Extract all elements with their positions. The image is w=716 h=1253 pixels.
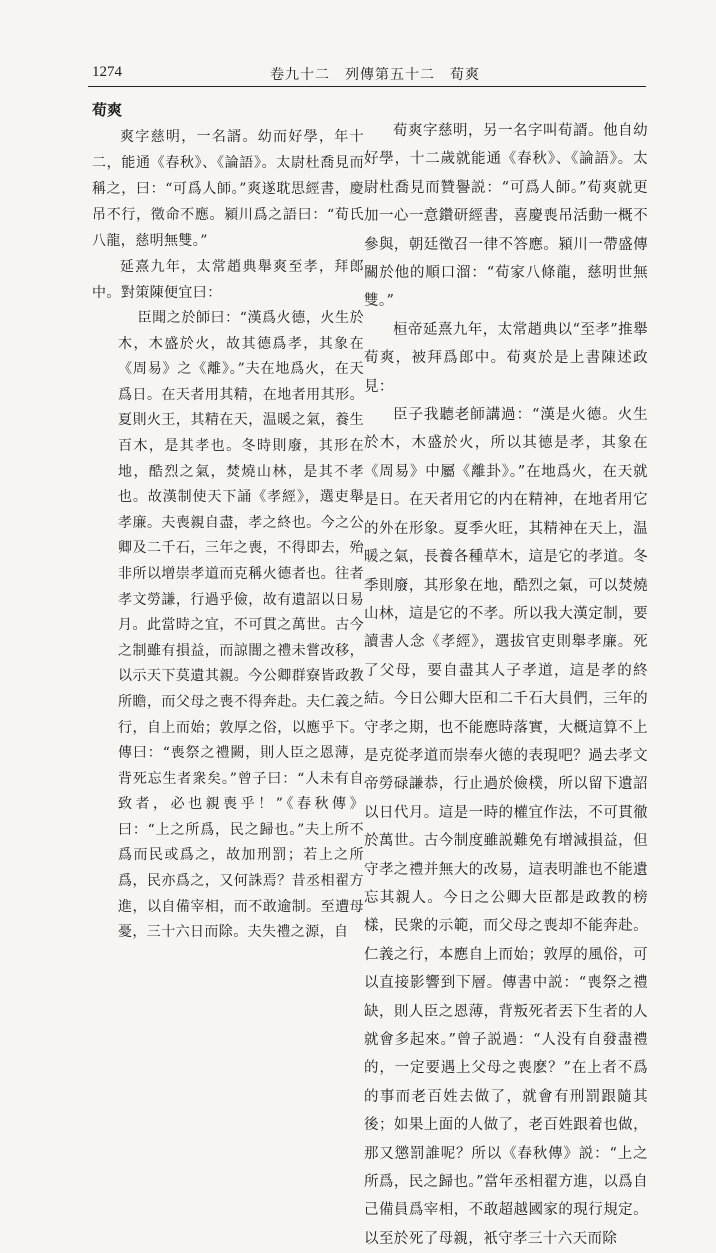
classical-paragraph-2: 延熹九年，太常趙典舉爽至孝，拜郎中。對策陳便宜曰： xyxy=(92,259,364,301)
running-head: 卷九十二 列傳第五十二 荀爽 xyxy=(270,67,480,83)
header-rule xyxy=(88,86,646,87)
classical-text-column xyxy=(92,100,364,946)
page-header xyxy=(0,64,716,88)
translation-column xyxy=(364,100,648,1253)
translation-paragraph-2: 桓帝延熹九年，太常趙典以“至孝”推舉荀爽，被拜爲郎中。荀爽於是上書陳述政見： xyxy=(364,321,648,395)
classical-memorial-quote: 臣聞之於師曰：“漢爲火德，火生於木，木盛於火，故其德爲孝，其象在《周易》之《離》。”夫在地爲火，在天爲日。在天者用其精，在地者用其形。夏則火王，其精在天，温暖之氣，養生百木，是其孝也。冬時則廢，其形在地，酷烈之氣，焚燒山林，是其不孝也。故漢制使天下誦《孝經》，選吏舉孝廉。夫喪親自盡，孝之終也。今之公卿及二千石，三年之喪，不得即去，殆非所以增崇孝道而克稱火德者也。往者孝文勞謙，行過乎儉，故有遺詔以日易月。此當時之宜，不可貫之萬世。古今之制雖有損益，而諒闇之禮未嘗改移，以示天下莫遺其親。今公卿群寮皆政教所瞻，而父母之喪不得奔赴。夫仁義之行，自上而始；敦厚之俗，以應乎下。傳曰：“喪祭之禮闕，則人臣之恩薄，背死忘生者衆矣。”曾子曰：“人未有自致者，必也親喪乎！”《春秋傳》曰：“上之所爲，民之歸也。”夫上所不爲而民或爲之，故加刑罰；若上之所爲，民亦爲之，又何誅焉？昔丞相翟方進，以自備宰相，而不敢逾制。至遭母憂，三十六日而除。夫失禮之源，自 xyxy=(118,310,364,941)
translation-paragraph-3: 臣子我聽老師講過：“漢是火德。火生於木，木盛於火，所以其德是孝，其象在《周易》中屬《離卦》。”在地爲火，在天就是日。在天者用它的内在精神，在地者用它的外在形象。夏季火旺，其精神在天上，温暖之氣，長養各種草木，這是它的孝道。冬季則廢，其形象在地，酷烈之氣，可以焚燒山林，這是它的不孝。所以我大漢定制，要讀書人念《孝經》，選拔官吏則舉孝廉。死了父母，要自盡其人子孝道，這是孝的終結。今日公卿大臣和二千石大員們，三年的守孝之期，也不能應時落實，大概這算不上是克從孝道而崇奉火德的表現吧？過去孝文帝勞碌謙恭，行止過於儉樸，所以留下遺詔以日代月。這是一時的權宜作法，不可貫徹於萬世。古今制度雖説難免有增減損益，但守孝之禮并無大的改易，這表明誰也不能遺忘其親人。今日之公卿大臣都是政教的榜樣，民衆的示範，而父母之喪却不能奔赴。仁義之行，本應自上而始；敦厚的風俗，可以直接影響到下層。傳書中説：“喪祭之禮缺，則人臣之恩薄，背叛死者丟下生者的人就會多起來。”曾子説過：“人没有自發盡禮的，一定要遇上父母之喪麽？”在上者不爲的事而老百姓去做了，就會有刑罰跟隨其後；如果上面的人做了，老百姓跟着也做，那又懲罰誰呢？所以《春秋傳》説：“上之所爲，民之歸也。”當年丞相翟方進，以爲自己備員爲宰相，不敢超越國家的現行規定。以至於死了母親，衹守孝三十六天而除 xyxy=(364,407,648,1247)
section-title: 荀爽 xyxy=(92,101,123,119)
classical-paragraph-1: 爽字慈明，一名諝。幼而好學，年十二，能通《春秋》、《論語》。太尉杜喬見而稱之，曰：“可爲人師。”爽遂耽思經書，慶吊不行，徵命不應。潁川爲之語曰：“荀氏八龍，慈明無雙。” xyxy=(92,129,364,249)
translation-paragraph-1: 荀爽字慈明，另一名字叫荀諝。他自幼好學，十二歲就能通《春秋》、《論語》。太尉杜喬見而贊譽説：“可爲人師。”荀爽就更加一心一意鑽研經書，喜慶喪吊活動一概不參與，朝廷徵召一律不答應。潁川一帶盛傳關於他的順口溜：“荀家八條龍，慈明世無雙。” xyxy=(364,123,648,310)
page-number: 1274 xyxy=(92,64,122,80)
